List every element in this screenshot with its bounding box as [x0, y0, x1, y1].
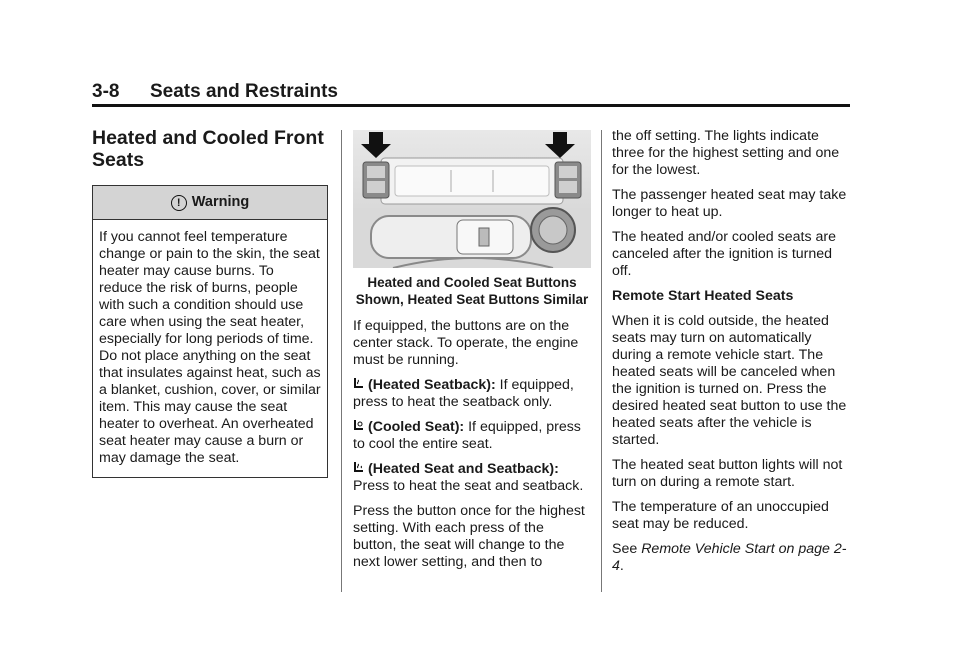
- column-divider: [341, 130, 342, 592]
- off-setting-paragraph: the off setting. The lights indicate three for the highest setting and one for the lowest.: [612, 128, 840, 178]
- column-2: [353, 130, 591, 579]
- column-divider: [601, 130, 602, 592]
- warning-circle-icon: !: [171, 195, 187, 211]
- heated-seatback-term: (Heated Seatback):: [368, 377, 496, 393]
- warning-box: [92, 185, 328, 478]
- cooled-seat-paragraph: [353, 419, 591, 453]
- figure-caption: Heated and Cooled Seat Buttons Shown, Heated Seat Buttons Similar: [355, 275, 589, 307]
- passenger-paragraph: The passenger heated seat may take longer to heat up.: [612, 187, 847, 220]
- canceled-paragraph: The heated and/or cooled seats are canceled after the ignition is turned off.: [612, 229, 837, 279]
- heated-seat-icon: [353, 461, 364, 474]
- heated-seatback-paragraph: [353, 377, 591, 411]
- remote-start-heading: Remote Start Heated Seats: [612, 288, 794, 304]
- warning-text: If you cannot feel temperature change or pain to the skin, the seat heater may cause burns. To reduce the risk of burns, people with such a condition should use care when using the seat heater, especially for long periods of time. Do not place anything on the seat that insulates against heat, such as a blanket, cushion, cover, or similar item. This may cause the seat heater to overheat. An overheated seat heater may cause a burn or may damage the seat.: [99, 229, 321, 466]
- cooled-seat-icon: [353, 419, 364, 432]
- remote-start-paragraph-2: The heated seat button lights will not turn on during a remote start.: [612, 457, 843, 490]
- press-once-paragraph: Press the button once for the highest setting. With each press of the button, the seat will change to the next lower setting, and then to: [353, 503, 585, 570]
- warning-label: Warning: [191, 194, 250, 210]
- see-also-paragraph: [612, 541, 852, 575]
- section-title: Heated and Cooled Front Seats: [92, 127, 324, 171]
- see-also-link[interactable]: Remote Vehicle Start on page 2-4: [612, 541, 847, 574]
- see-prefix: See: [612, 541, 642, 557]
- seat-buttons-photo: [353, 130, 591, 268]
- column-1: [92, 127, 328, 478]
- heated-seat-text: Press to heat the seat and seatback.: [353, 478, 584, 494]
- remote-start-paragraph-1: When it is cold outside, the heated seats may turn on automatically during a remote vehicle start. The heated seats will be canceled when the ignition is turned on. Press the desired heated seat button to use the heated seats after the vehicle is started.: [612, 313, 847, 448]
- see-suffix: .: [619, 558, 624, 574]
- page-number: 3-8: [92, 81, 120, 102]
- remote-start-paragraph-3: The temperature of an unoccupied seat may be reduced.: [612, 499, 829, 532]
- seat-buttons-illustration: [353, 130, 591, 268]
- warning-header: [93, 186, 327, 220]
- cooled-seat-term: (Cooled Seat):: [368, 419, 465, 435]
- cooled-seat-text: If equipped, press to cool the entire seat.: [353, 419, 581, 452]
- buttons-intro: If equipped, the buttons are on the center stack. To operate, the engine must be running.: [353, 318, 579, 368]
- chapter-title: Seats and Restraints: [150, 81, 338, 102]
- page-header: [92, 81, 850, 107]
- column-3: [612, 128, 852, 583]
- heated-seat-term: (Heated Seat and Seatback):: [368, 461, 559, 477]
- heated-seatback-icon: [353, 377, 364, 390]
- header-rule: [92, 104, 850, 107]
- heated-seatback-text: If equipped, press to heat the seatback only.: [353, 377, 574, 410]
- heated-seat-paragraph: [353, 461, 591, 495]
